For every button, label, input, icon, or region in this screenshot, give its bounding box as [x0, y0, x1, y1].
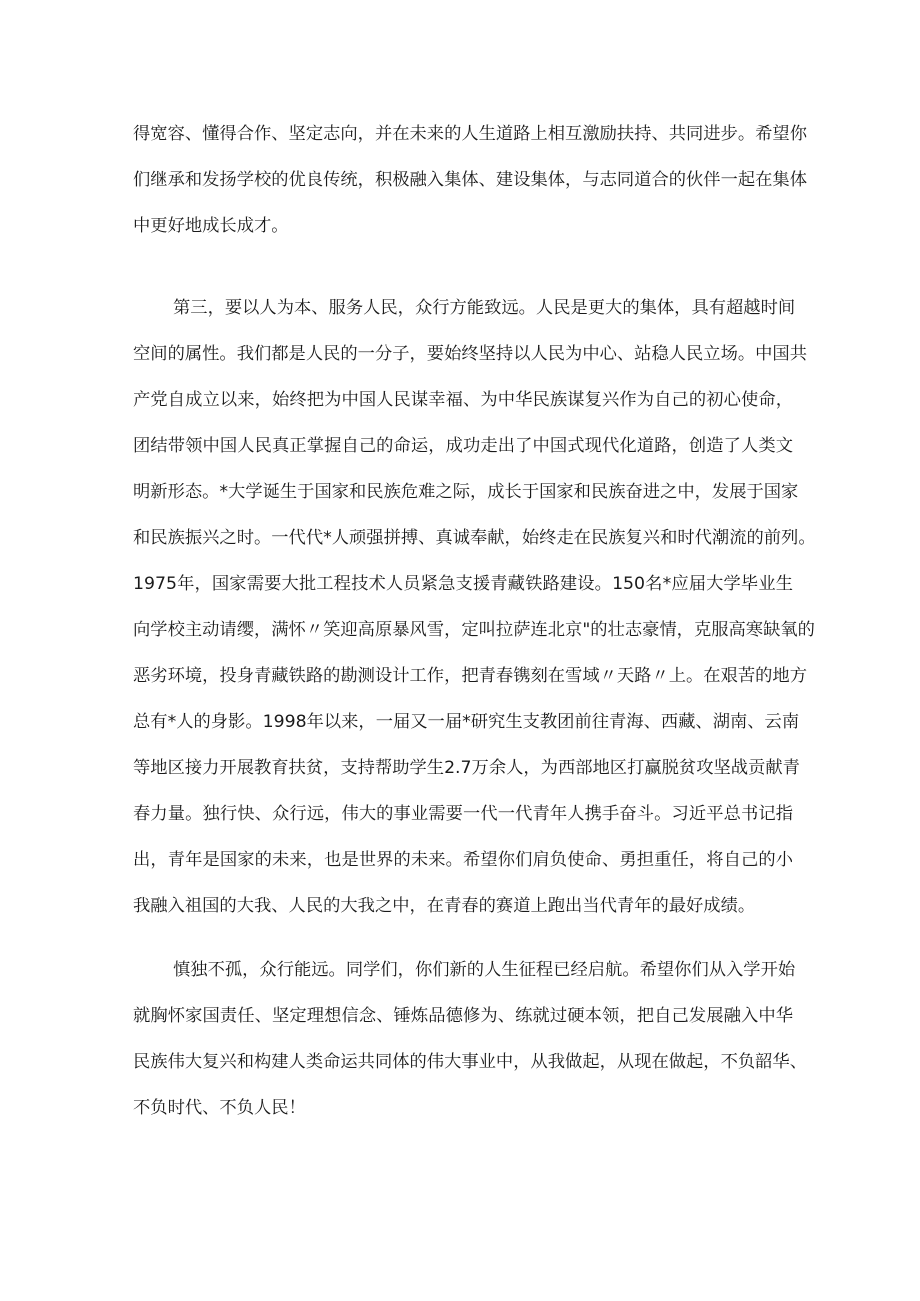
paragraph-2-line-11: 等地区接力开展教育扶贫，支持帮助学生2.7万余人，为西部地区打赢脱贫攻坚战贡献青: [133, 758, 800, 778]
paragraph-2-line-7: 1975年，国家需要大批工程技术人员紧急支援青藏铁路建设。150名*应届大学毕业生: [133, 574, 793, 594]
paragraph-1-line-2: 们继承和发扬学校的优良传统，积极融入集体、建设集体，与志同道合的伙伴一起在集体: [133, 170, 807, 190]
paragraph-2-line-13: 出，青年是国家的未来，也是世界的未来。希望你们肩负使命、勇担重任，将自己的小: [133, 850, 793, 870]
paragraph-2-line-6: 和民族振兴之时。一代代*人顽强拼搏、真诚奉献，始终走在民族复兴和时代潮流的前列。: [133, 528, 816, 548]
paragraph-2-line-14: 我融入祖国的大我、人民的大我之中，在青春的赛道上跑出当代青年的最好成绩。: [133, 896, 756, 916]
paragraph-2-line-10: 总有*人的身影。1998年以来，一届又一届*研究生支教团前往青海、西藏、湖南、云南: [133, 712, 800, 732]
paragraph-2-line-3: 产党自成立以来，始终把为中国人民谋幸福、为中华民族谋复兴作为自己的初心使命，: [133, 390, 793, 410]
paragraph-2-line-1: 第三，要以人为本、服务人民，众行方能致远。人民是更大的集体，具有超越时间: [173, 298, 796, 318]
paragraph-3-line-1: 慎独不孤，众行能远。同学们，你们新的人生征程已经启航。希望你们从入学开始: [173, 960, 796, 980]
paragraph-2-line-9: 恶劣环境，投身青藏铁路的勘测设计工作，把青春镌刻在雪域〃天路〃上。在艰苦的地方: [133, 666, 807, 686]
paragraph-2-line-2: 空间的属性。我们都是人民的一分子，要始终坚持以人民为中心、站稳人民立场。中国共: [133, 344, 807, 364]
paragraph-1-line-3: 中更好地成长成才。: [133, 216, 289, 236]
paragraph-2-line-5: 明新形态。*大学诞生于国家和民族危难之际，成长于国家和民族奋进之中，发展于国家: [133, 482, 799, 502]
paragraph-3-line-3: 民族伟大复兴和构建人类命运共同体的伟大事业中，从我做起，从现在做起，不负韶华、: [133, 1052, 807, 1072]
paragraph-3-line-4: 不负时代、不负人民！: [133, 1098, 306, 1118]
paragraph-1-line-1: 得宽容、懂得合作、坚定志向，并在未来的人生道路上相互激励扶持、共同进步。希望你: [133, 124, 807, 144]
paragraph-2-line-12: 春力量。独行快、众行远，伟大的事业需要一代一代青年人携手奋斗。习近平总书记指: [133, 804, 793, 824]
paragraph-2-line-8: 向学校主动请缨，满怀〃笑迎高原暴风雪，定叫拉萨连北京"的壮志豪情，克服高寒缺氧的: [133, 620, 815, 640]
paragraph-2-line-4: 团结带领中国人民真正掌握自己的命运，成功走出了中国式现代化道路，创造了人类文: [133, 436, 793, 456]
paragraph-3-line-2: 就胸怀家国责任、坚定理想信念、锤炼品德修为、练就过硬本领，把自己发展融入中华: [133, 1006, 793, 1026]
